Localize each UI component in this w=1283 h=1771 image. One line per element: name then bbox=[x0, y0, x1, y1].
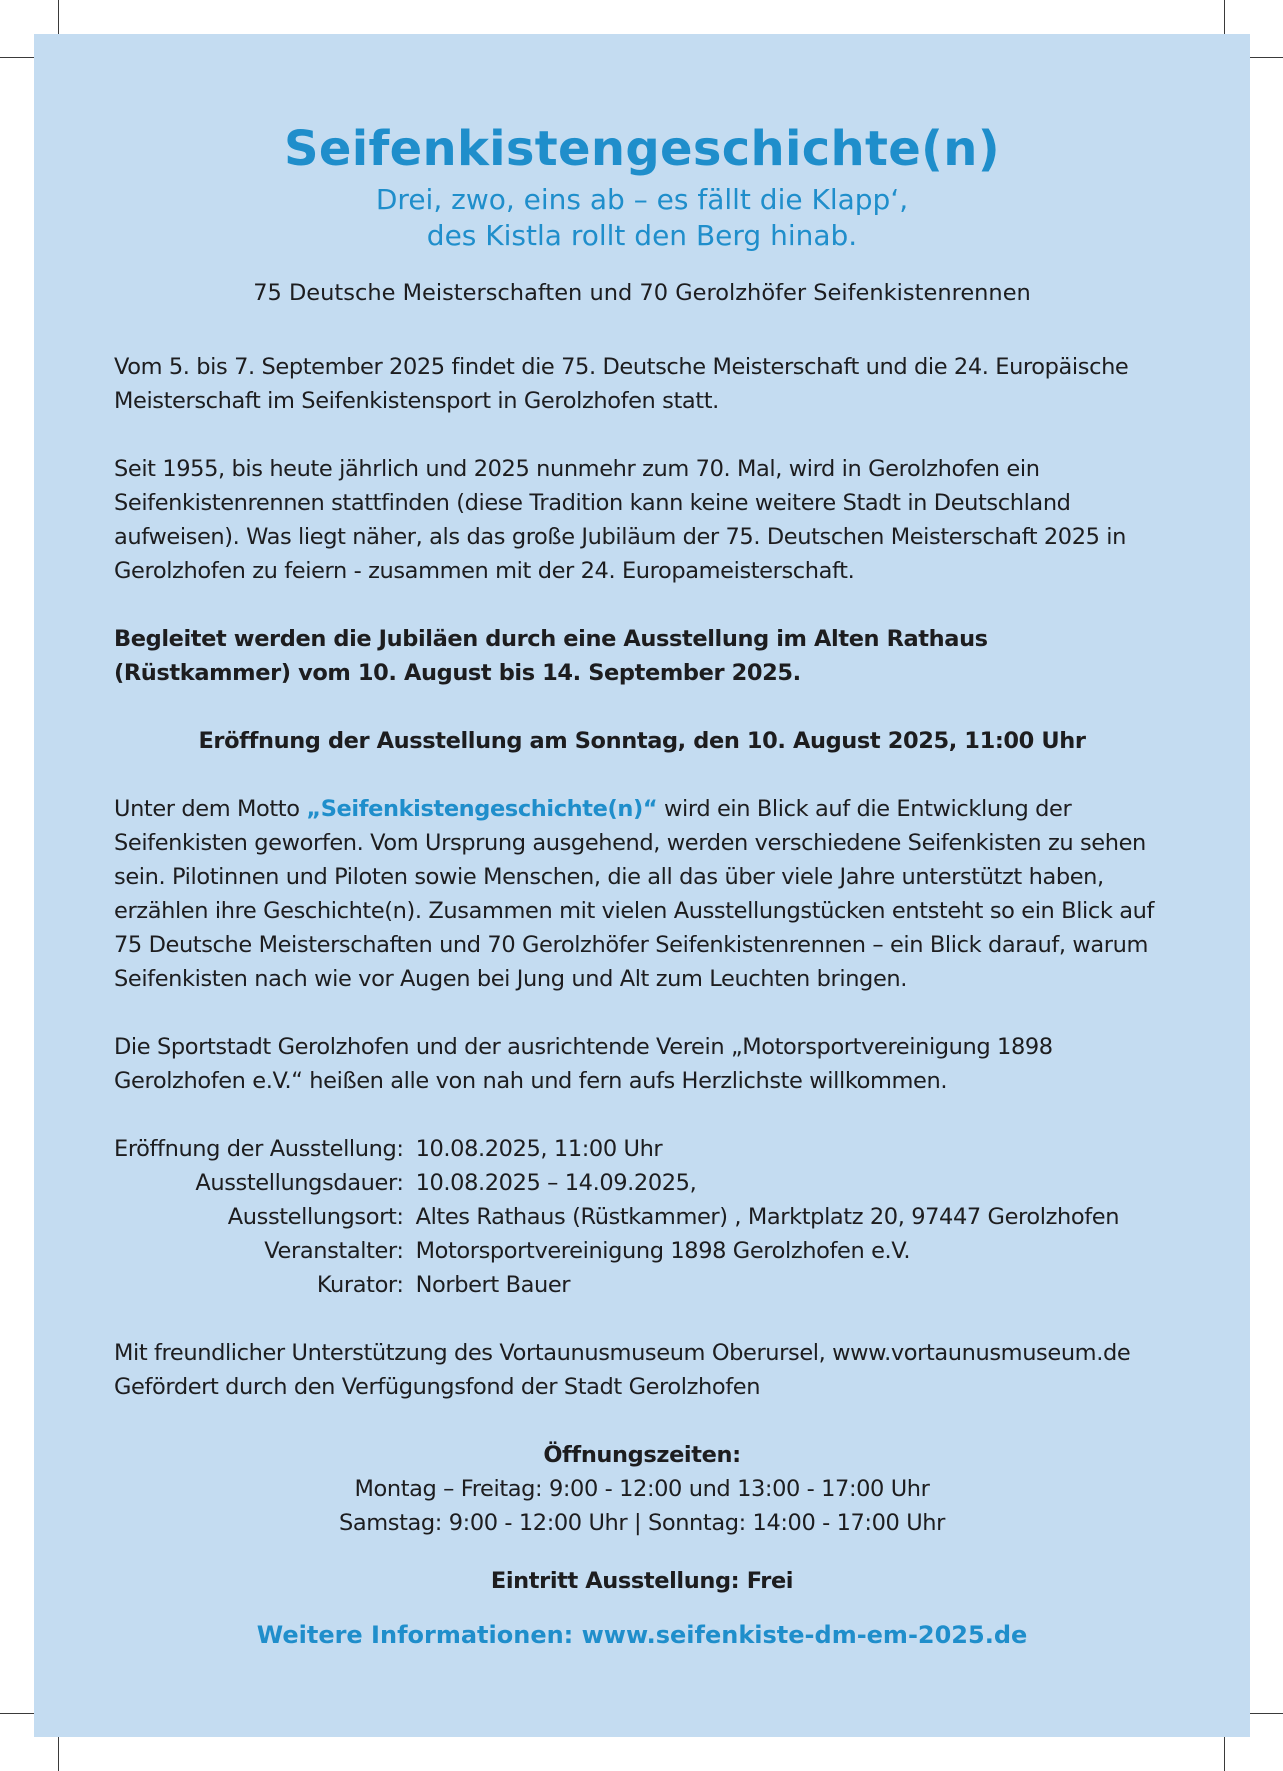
admission-info: Eintritt Ausstellung: Frei bbox=[490, 1568, 794, 1594]
opening-announcement: Eröffnung der Ausstellung am Sonntag, den 10. August 2025, 11:00 Uhr bbox=[198, 728, 1086, 754]
motto-text: wird ein Blick auf die Entwicklung der Seifenkisten geworfen. Vom Ursprung ausgehend, werden verschiedene Seifenkisten zu sehen sein. Pilotinnen und Piloten sowie Menschen, die all das über viele Jahre unterstützt haben, erzählen ihre Geschichte(n). Zusammen mit vielen Ausstellungstücken entsteht so ein Blick auf 75 Deutsche Meisterschaften und 70 Gerolzhöfer Seifenkistenrennen – ein Blick darauf, warum Seifenkisten nach wie vor Augen bei Jung und Alt zum Leuchten bringen. bbox=[114, 796, 1155, 992]
motto-paragraph bbox=[114, 792, 1170, 996]
subtitle-line-1: Drei, zwo, eins ab – es fällt die Klapp‘, bbox=[375, 183, 909, 216]
crop-mark bbox=[1250, 1713, 1283, 1714]
flyer-content bbox=[114, 120, 1170, 1652]
flyer-panel bbox=[34, 34, 1250, 1737]
info-row bbox=[114, 1234, 1119, 1268]
info-value: 10.08.2025 – 14.09.2025, bbox=[415, 1170, 697, 1196]
more-info-link[interactable]: Weitere Informationen: www.seifenkiste-dm-em-2025.de bbox=[256, 1621, 1028, 1649]
subtitle-line-2: des Kistla rollt den Berg hinab. bbox=[426, 219, 858, 252]
exhibition-paragraph: Begleitet werden die Jubiläen durch eine Ausstellung im Alten Rathaus (Rüstkammer) vom 10. August bis 14. September 2025. bbox=[114, 626, 988, 686]
support-line: Mit freundlicher Unterstützung des Vortaunusmuseum Oberursel, www.vortaunusmuseum.de bbox=[114, 1340, 1131, 1366]
info-row bbox=[114, 1268, 1119, 1302]
info-label: Ausstellungsort: bbox=[227, 1204, 404, 1230]
info-value: Motorsportvereinigung 1898 Gerolzhofen e.V. bbox=[415, 1238, 911, 1264]
funding-line: Gefördert durch den Verfügungsfond der Stadt Gerolzhofen bbox=[114, 1374, 761, 1400]
crop-mark bbox=[1224, 1737, 1225, 1771]
info-label: Ausstellungsdauer: bbox=[195, 1170, 404, 1196]
info-value: Altes Rathaus (Rüstkammer) , Marktplatz 20, 97447 Gerolzhofen bbox=[415, 1204, 1120, 1230]
motto-prefix: Unter dem Motto bbox=[114, 796, 300, 822]
info-label: Eröffnung der Ausstellung: bbox=[114, 1136, 404, 1162]
intro-paragraph: Vom 5. bis 7. September 2025 findet die 75. Deutsche Meisterschaft und die 24. Europäische Meisterschaft im Seifenkistensport in Gerolzhofen statt. bbox=[114, 354, 1129, 414]
info-label: Kurator: bbox=[316, 1272, 404, 1298]
crop-mark bbox=[0, 57, 34, 58]
opening-hours-heading: Öffnungszeiten: bbox=[543, 1442, 741, 1468]
info-label: Veranstalter: bbox=[264, 1238, 404, 1264]
opening-hours-weekdays: Montag – Freitag: 9:00 - 12:00 und 13:00 - 17:00 Uhr bbox=[354, 1476, 930, 1502]
crop-mark bbox=[1224, 0, 1225, 34]
tagline: 75 Deutsche Meisterschaften und 70 Gerolzhöfer Seifenkistenrennen bbox=[253, 280, 1031, 306]
info-row bbox=[114, 1200, 1119, 1234]
page-title: Seifenkistengeschichte(n) bbox=[283, 121, 1001, 177]
crop-mark bbox=[0, 1713, 34, 1714]
info-value: Norbert Bauer bbox=[415, 1272, 571, 1298]
crop-mark bbox=[58, 0, 59, 34]
info-value: 10.08.2025, 11:00 Uhr bbox=[415, 1136, 663, 1162]
info-row bbox=[114, 1132, 1119, 1166]
crop-mark bbox=[58, 1737, 59, 1771]
opening-hours-weekend: Samstag: 9:00 - 12:00 Uhr | Sonntag: 14:00 - 17:00 Uhr bbox=[339, 1510, 945, 1536]
info-table bbox=[114, 1132, 1119, 1302]
info-row bbox=[114, 1166, 1119, 1200]
crop-mark bbox=[1250, 57, 1283, 58]
welcome-paragraph: Die Sportstadt Gerolzhofen und der ausrichtende Verein „Motorsportvereinigung 1898 Gerolzhofen e.V.“ heißen alle von nah und fern aufs Herzlichste willkommen. bbox=[114, 1034, 1053, 1094]
motto-highlight: „Seifenkistengeschichte(n)“ bbox=[306, 796, 658, 822]
history-paragraph: Seit 1955, bis heute jährlich und 2025 nunmehr zum 70. Mal, wird in Gerolzhofen ein Seifenkistenrennen stattfinden (diese Tradition kann keine weitere Stadt in Deutschland aufweisen). Was liegt näher, als das große Jubiläum der 75. Deutschen Meisterschaft 2025 in Gerolzhofen zu feiern - zusammen mit der 24. Europameisterschaft. bbox=[114, 456, 1127, 584]
